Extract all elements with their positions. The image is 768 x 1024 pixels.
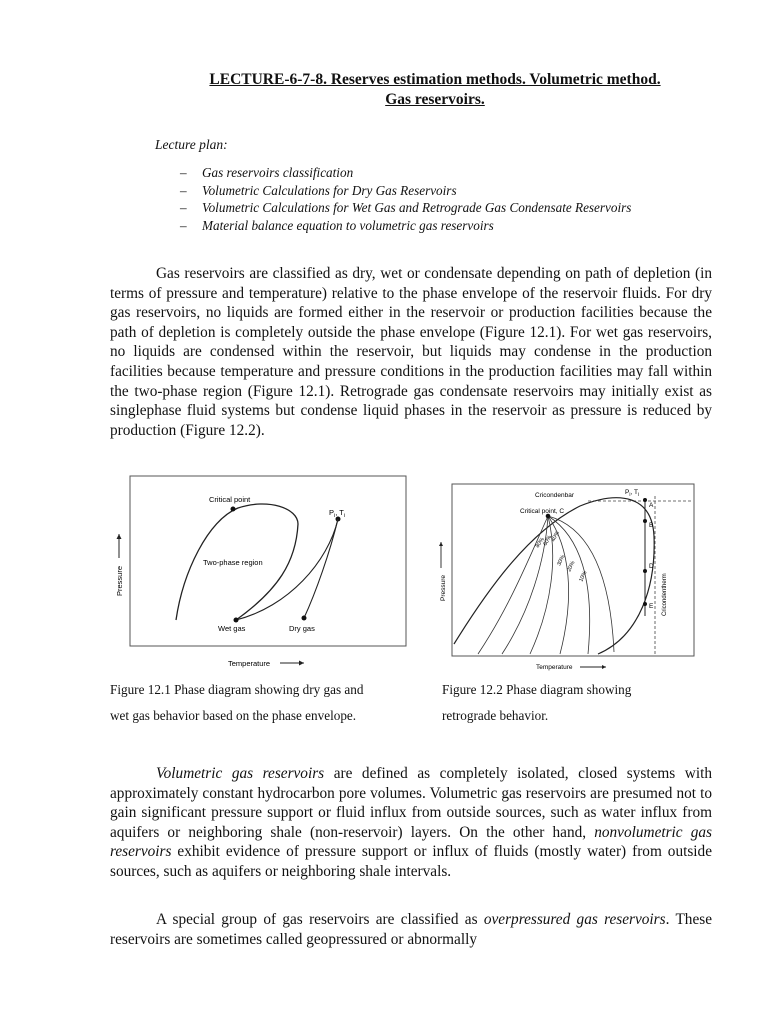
point-marker [643, 569, 647, 573]
list-item: – Gas reservoirs classification [180, 165, 354, 180]
critical-point-marker [231, 507, 236, 512]
figure-12-1-caption: Figure 12.1 Phase diagram showing dry gas and wet gas behavior based on the phase envelope. [110, 682, 364, 723]
list-item: – Material balance equation to volumetric gas reservoirs [180, 217, 494, 233]
point-b-label: B [649, 522, 654, 529]
x-axis-arrowhead [299, 661, 304, 666]
figure-12-1-phase-diagram [108, 472, 408, 672]
y-axis-label: Pressure [440, 574, 447, 601]
title-line-1: LECTURE-6-7-8. Reserves estimation methods. Volumetric method. [209, 71, 661, 88]
quality-line [502, 516, 548, 654]
critical-point-label: Critical point [209, 495, 251, 504]
cricondenbar-label: Cricondenbar [535, 492, 575, 499]
x-axis-label: Temperature [536, 664, 573, 671]
figure-12-2-phase-diagram [430, 476, 708, 674]
title-line-2: Gas reservoirs. [385, 91, 485, 108]
quality-label: 30% [556, 554, 567, 567]
y-axis-label: Pressure [115, 565, 124, 596]
point-a-label: A [649, 502, 654, 509]
list-item: – Volumetric Calculations for Wet Gas and Retrograde Gas Condensate Reservoirs [180, 200, 632, 215]
paragraph-volumetric-reservoirs: Volumetric gas reservoirs are defined as completely isolated, closed systems with approximately constant hydrocarbon pore volumes. Volumetric gas reservoirs are presumed not to gain significant pressure support or fluid influx from outside sources, such as water influx from aquifers or neighboring shale (non-reservoir) layers. On the other hand, nonvolumetric gas reservoirs exhibit evidence of pressure support or influx of fluids (mostly water) from outside sources, such as aquifers or neighboring shale intervals. [110, 765, 712, 880]
quality-label: 10% [578, 570, 589, 583]
term-nonvolumetric: nonvolumetric gas reservoirs [110, 823, 712, 861]
dry-gas-marker [302, 616, 307, 621]
page-title [160, 70, 710, 110]
y-axis-arrowhead [117, 534, 122, 539]
lecture-plan-label: Lecture plan: [155, 137, 228, 152]
figure-frame [130, 476, 406, 646]
cricondentherm-label: Cricondentherm [662, 573, 668, 616]
wet-gas-marker [234, 618, 239, 623]
x-axis-label: Temperature [228, 659, 271, 668]
point-e-label: E [649, 603, 654, 610]
point-d-label: D [649, 563, 654, 570]
quality-label: 80% [534, 536, 546, 550]
wet-gas-label: Wet gas [218, 624, 246, 633]
two-phase-region-label: Two-phase region [203, 558, 263, 567]
figure-12-2-caption: Figure 12.2 Phase diagram showing retrograde behavior. [442, 682, 632, 723]
quality-label: 40% [550, 530, 561, 543]
lecture-plan-list [180, 164, 631, 234]
point-marker [643, 519, 647, 523]
point-marker [643, 498, 647, 502]
critical-point-label: Critical point, C [520, 508, 565, 515]
quality-label: 20% [566, 560, 577, 573]
phase-envelope [454, 498, 654, 654]
dry-gas-label: Dry gas [289, 624, 315, 633]
quality-label: 60% [542, 534, 554, 547]
paragraph-overpressured: A special group of gas reservoirs are classified as overpressured gas reservoirs. These reservoirs are sometimes called geopressured or abnormally [110, 911, 712, 948]
y-axis-arrowhead [439, 542, 443, 546]
term-overpressured: overpressured gas reservoirs [483, 911, 666, 928]
x-axis-arrowhead [602, 665, 606, 669]
paragraph-gas-classification: Gas reservoirs are classified as dry, wet or condensate depending on path of depletion (in terms of pressure and temperature) relative to the phase envelope of the reservoir fluids. For dry gas reservoirs, no liquids are formed either in the reservoir or production facilities because the path of depletion is completely outside the phase envelope (Figure 12.1). For wet gas reservoirs, no liquids are condensed within the reservoir, but liquids may condense in the production facilities because temperature and pressure conditions in the production facilities may fall within the two-phase region (Figure 12.1). Retrograde gas condensate reservoirs may initially exist as singlephase fluid systems but condense liquid phases in the reservoir as pressure is reduced by production (Figure 12.2). [110, 265, 712, 439]
term-volumetric: Volumetric gas reservoirs [156, 765, 325, 782]
point-marker [643, 602, 647, 606]
initial-condition-label: $P_i$, $T_i$ [329, 508, 346, 519]
list-item: – Volumetric Calculations for Dry Gas Reservoirs [180, 182, 457, 198]
initial-condition-label: $P_i$, $T_i$ [625, 489, 640, 498]
